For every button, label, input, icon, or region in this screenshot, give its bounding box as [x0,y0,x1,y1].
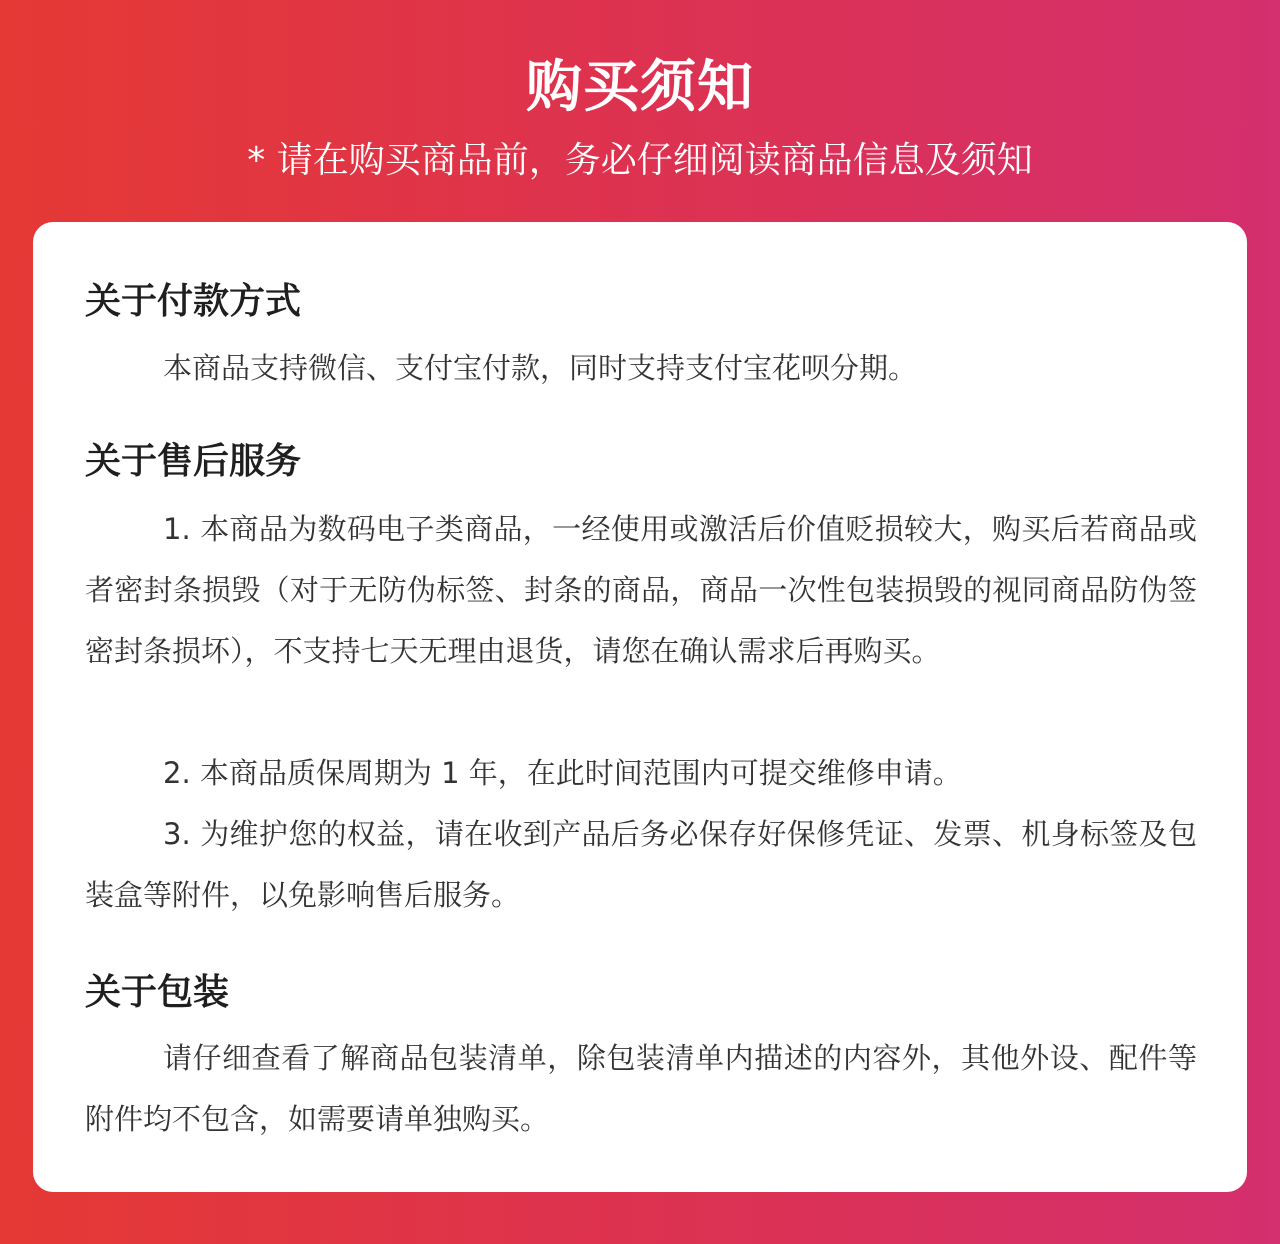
notice-card [33,222,1247,1192]
after-sales-paragraph-1: 1. 本商品为数码电子类商品，一经使用或激活后价值贬损较大，购买后若商品或者密封条损毁（对于无防伪标签、封条的商品，商品一次性包装损毁的视同商品防伪签密封条损坏），不支持七天无理由退货，请您在确认需求后再购买。 [85,512,1197,668]
after-sales-paragraph-3: 3. 为维护您的权益，请在收到产品后务必保存好保修凭证、发票、机身标签及包装盒等附件，以免影响售后服务。 [85,817,1197,912]
section-heading-packaging: 关于包装 [85,972,230,1013]
after-sales-paragraph-2: 2. 本商品质保周期为 1 年，在此时间范围内可提交维修申请。 [163,756,962,790]
page-title: 购买须知 [526,55,754,120]
section-heading-payment: 关于付款方式 [85,281,302,322]
payment-paragraph: 本商品支持微信、支付宝付款，同时支持支付宝花呗分期。 [163,351,918,385]
packaging-paragraph: 请仔细查看了解商品包装清单，除包装清单内描述的内容外，其他外设、配件等附件均不包含，如需要请单独购买。 [85,1041,1197,1136]
section-heading-after-sales: 关于售后服务 [85,441,302,482]
page-subtitle: * 请在购买商品前，务必仔细阅读商品信息及须知 [247,140,1033,181]
